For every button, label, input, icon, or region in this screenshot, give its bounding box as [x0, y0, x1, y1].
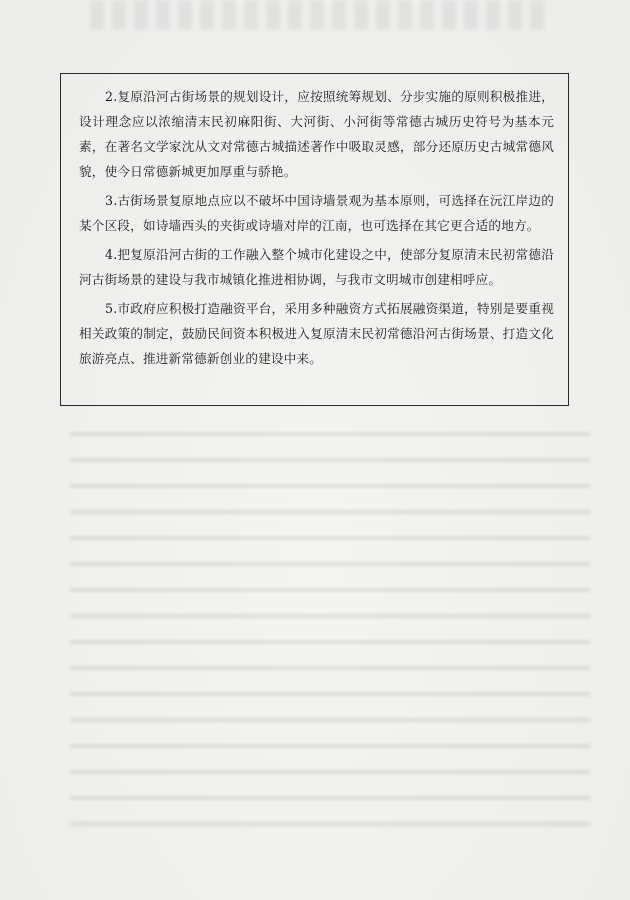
paragraph-4: 4.把复原沿河古街的工作融入整个城市化建设之中，使部分复原清末民初常德沿河古街场景的建设与我市城镇化推进相协调，与我市文明城市创建相呼应。 — [79, 247, 554, 287]
paragraph-2: 2.复原沿河古街场景的规划设计，应按照统筹规划、分步实施的原则积极推进，设计理念应以浓缩清末民初麻阳街、大河街、小河街等常德古城历史符号为基本元素，在著名文学家沈从文对常德古城描述著作中吸取灵感，部分还原历史古城常德风貌，使今日常德新城更加厚重与骄艳。 — [79, 89, 554, 179]
paragraph-3: 3.古街场景复原地点应以不破坏中国诗墙景观为基本原则，可选择在沅江岸边的某个区段，如诗墙西头的夹街或诗墙对岸的江南，也可选择在其它更合适的地方。 — [79, 193, 554, 233]
paragraph-5: 5.市政府应积极打造融资平台，采用多种融资方式拓展融资渠道，特别是要重视相关政策的制定，鼓励民间资本积极进入复原清末民初常德沿河古街场景、打造文化旅游亮点、推进新常德新创业的建设中来。 — [79, 301, 554, 366]
text-frame — [60, 73, 569, 406]
show-through-artifact-top — [90, 0, 550, 30]
show-through-artifact — [70, 410, 590, 830]
